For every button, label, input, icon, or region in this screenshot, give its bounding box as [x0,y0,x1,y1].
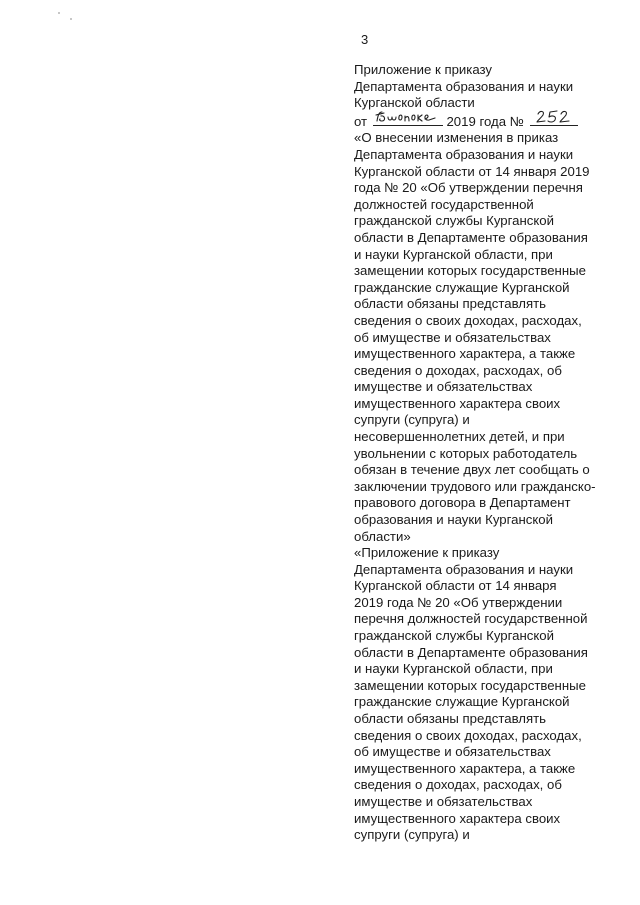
order-body-line: Департамента образования и науки [354,146,574,162]
order-body-line: «О внесении изменения в приказ [354,130,559,146]
quoted-line: супруги (супруга) и [354,827,470,843]
quoted-line: Курганской области от 14 января [354,578,557,594]
order-body-line: увольнении с которых работодатель [354,445,578,461]
handwritten-date-field [373,112,443,126]
quoted-line: сведения о своих доходах, расходах, [354,727,582,743]
order-year: 2019 года № [446,113,524,129]
page-number: 3 [361,32,369,47]
quoted-line: гражданской службы Курганской [354,627,554,643]
order-body-line: несовершеннолетних детей, и при [354,429,565,445]
order-body-line: образования и науки Курганской [354,512,553,528]
quoted-line: Департамента образования и науки [354,561,574,577]
quoted-line: области обязаны представлять [354,710,547,726]
appendix-header-block [354,62,616,545]
appendix-title-line: Курганской области [354,95,475,111]
scan-speck [58,12,60,14]
order-body-line: имущественного характера своих [354,395,561,411]
order-body-line: супруги (супруга) и [354,412,470,428]
quoted-line: об имуществе и обязательствах [354,744,551,760]
order-date-line [354,112,616,131]
order-body-line: сведения о своих доходах, расходах, [354,312,582,328]
order-body-line: и науки Курганской области, при [354,246,553,262]
order-body-line: обязан в течение двух лет сообщать о [354,462,590,478]
quoted-line: имуществе и обязательствах [354,793,533,809]
order-prefix: от [354,113,368,129]
order-body-line: имуществе и обязательствах [354,379,533,395]
order-body-line: области» [354,528,411,544]
scan-speck [70,18,72,20]
order-body-line: об имуществе и обязательствах [354,329,551,345]
order-body-line: должностей государственной [354,196,534,212]
quoted-line: «Приложение к приказу [354,545,500,560]
order-body-line: гражданской службы Курганской [354,213,554,229]
handwritten-number-signature [530,109,578,125]
quoted-line: сведения о доходах, расходах, об [354,777,562,793]
order-body-line: области в Департаменте образования [354,229,588,245]
order-body-line: гражданские служащие Курганской [354,279,570,295]
order-body-line: имущественного характера, а также [354,346,576,362]
quoted-line: 2019 года № 20 «Об утверждении [354,594,563,610]
handwritten-date-signature [373,109,443,125]
quoted-line: замещении которых государственные [354,677,586,693]
order-body-line: замещении которых государственные [354,263,586,279]
order-body-line: заключении трудового или гражданско- [354,478,596,494]
order-body-line: года № 20 «Об утверждении перечня [354,180,583,196]
order-body-line: правового договора в Департамент [354,495,571,511]
quoted-line: гражданские служащие Курганской [354,694,570,710]
quoted-line: области в Департаменте образования [354,644,588,660]
quoted-line: имущественного характера своих [354,810,561,826]
order-body-line: сведения о доходах, расходах, об [354,362,562,378]
quoted-line: и науки Курганской области, при [354,661,553,677]
quoted-appendix-block [354,545,616,844]
appendix-title-line: Департамента образования и науки [354,78,574,94]
order-body-line: области обязаны представлять [354,296,547,312]
quoted-line: имущественного характера, а также [354,760,576,776]
appendix-title-line: Приложение к приказу [354,62,493,77]
order-body-line: Курганской области от 14 января 2019 [354,163,590,179]
handwritten-number-field [530,112,578,126]
quoted-line: перечня должностей государственной [354,611,588,627]
